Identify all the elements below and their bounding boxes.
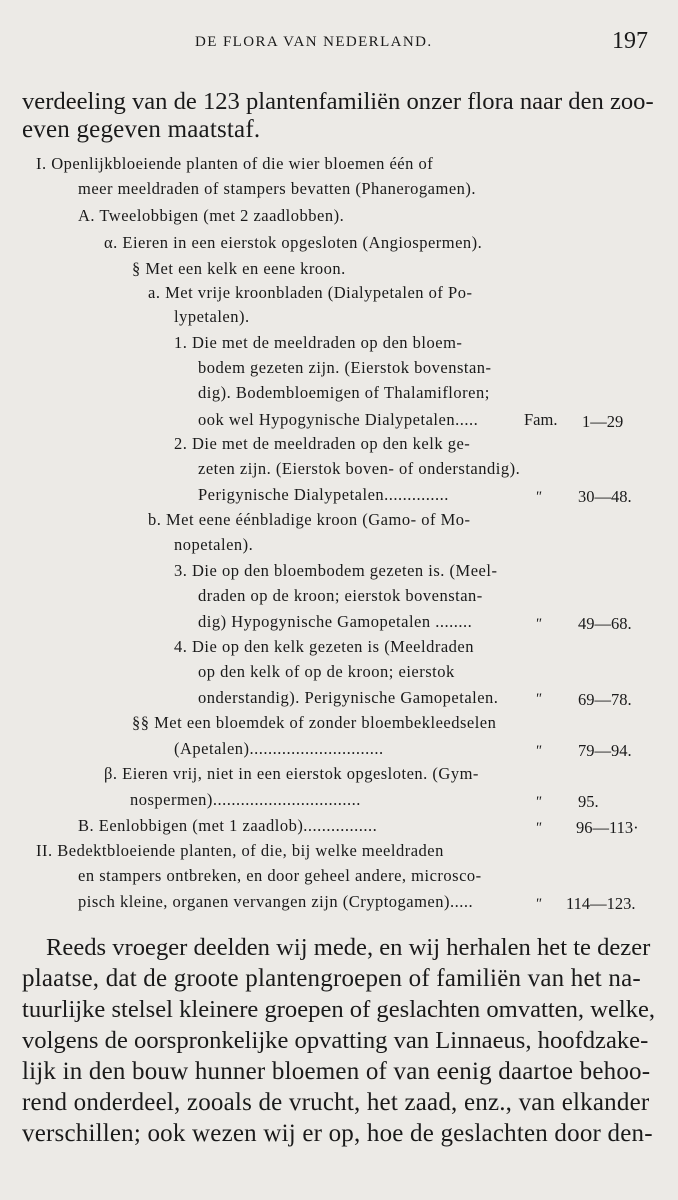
class-line: ook wel Hypogynische Dialypetalen..... (198, 410, 479, 429)
class-line: nopetalen). (174, 535, 254, 554)
family-range: 49—68. (578, 614, 632, 633)
ditto-mark: " (535, 743, 542, 759)
class-line: lypetalen). (174, 307, 250, 326)
intro-line-1: verdeeling van de 123 plantenfamiliën onzer flora naar den zoo- (22, 88, 654, 115)
class-line: § Met een kelk en eene kroon. (132, 259, 346, 278)
class-line: bodem gezeten zijn. (Eierstok bovenstan- (198, 358, 492, 377)
family-range: 30—48. (578, 487, 632, 506)
running-title: DE FLORA VAN NEDERLAND. (195, 34, 433, 50)
class-line: onderstandig). Perigynische Gamopetalen. (198, 688, 499, 707)
class-line: §§ Met een bloemdek of zonder bloembekleedselen (132, 713, 497, 732)
ditto-mark: " (535, 794, 542, 810)
class-line: a. Met vrije kroonbladen (Dialypetalen of Po- (148, 283, 473, 302)
class-line: 3. Die op den bloembodem gezeten is. (Meel- (174, 561, 498, 580)
class-line: A. Tweelobbigen (met 2 zaadlobben). (78, 206, 345, 225)
class-line: (Apetalen)............................. (174, 739, 384, 758)
family-range: 96—113· (576, 818, 639, 837)
class-line: β. Eieren vrij, niet in een eierstok opgesloten. (Gym- (104, 764, 479, 783)
intro-line-2: even gegeven maatstaf. (22, 116, 261, 143)
body-line: tuurlijke stelsel kleinere groepen of geslachten omvatten, welke, (22, 996, 656, 1023)
ditto-mark: " (535, 616, 542, 632)
fam-label: Fam. (524, 410, 558, 429)
family-range: 69—78. (578, 690, 632, 709)
page-number: 197 (612, 28, 648, 54)
family-range: 95. (578, 792, 599, 811)
family-range: 114—123. (566, 894, 636, 913)
class-line: b. Met eene éénbladige kroon (Gamo- of Mo- (148, 510, 471, 529)
class-line: Perigynische Dialypetalen.............. (198, 485, 449, 504)
class-line: nospermen)................................ (130, 790, 361, 809)
class-line: 1. Die met de meeldraden op den bloem- (174, 333, 463, 352)
class-line: op den kelk of op de kroon; eierstok (198, 662, 455, 681)
body-line: lijk in den bouw hunner bloemen of van eenig daartoe behoo- (22, 1058, 651, 1085)
ditto-mark: " (535, 691, 542, 707)
ditto-mark: " (535, 820, 542, 836)
body-line: plaatse, dat de groote plantengroepen of familiën van het na- (22, 965, 641, 992)
class-line: 4. Die op den kelk gezeten is (Meeldraden (174, 637, 474, 656)
class-line: dig). Bodembloemigen of Thalamifloren; (198, 383, 490, 402)
body-line: verschillen; ook wezen wij er op, hoe de geslachten door den- (22, 1120, 653, 1147)
body-line: volgens de oorspronkelijke opvatting van Linnaeus, hoofdzake- (22, 1027, 649, 1054)
class-line: draden op de kroon; eierstok bovenstan- (198, 586, 483, 605)
class-line: I. Openlijkbloeiende planten of die wier bloemen één of (36, 154, 434, 173)
class-line: zeten zijn. (Eierstok boven- of onderstandig). (198, 459, 521, 478)
class-line: α. Eieren in een eierstok opgesloten (Angiospermen). (104, 233, 483, 252)
class-line: 2. Die met de meeldraden op den kelk ge- (174, 434, 471, 453)
ditto-mark: " (535, 896, 542, 912)
ditto-mark: " (535, 489, 542, 505)
class-line: en stampers ontbreken, en door geheel andere, microsco- (78, 866, 482, 885)
body-line: rend onderdeel, zooals de vrucht, het zaad, enz., van elkander (22, 1089, 650, 1116)
class-line: pisch kleine, organen vervangen zijn (Cryptogamen)..... (78, 892, 474, 911)
class-line: B. Eenlobbigen (met 1 zaadlob)................ (78, 816, 378, 835)
family-range: 1—29 (582, 412, 624, 431)
family-range: 79—94. (578, 741, 632, 760)
body-line: Reeds vroeger deelden wij mede, en wij herhalen het te dezer (46, 934, 651, 961)
class-line: dig) Hypogynische Gamopetalen ........ (198, 612, 473, 631)
class-line: meer meeldraden of stampers bevatten (Phanerogamen). (78, 179, 477, 198)
class-line: II. Bedektbloeiende planten, of die, bij welke meeldraden (36, 841, 444, 860)
